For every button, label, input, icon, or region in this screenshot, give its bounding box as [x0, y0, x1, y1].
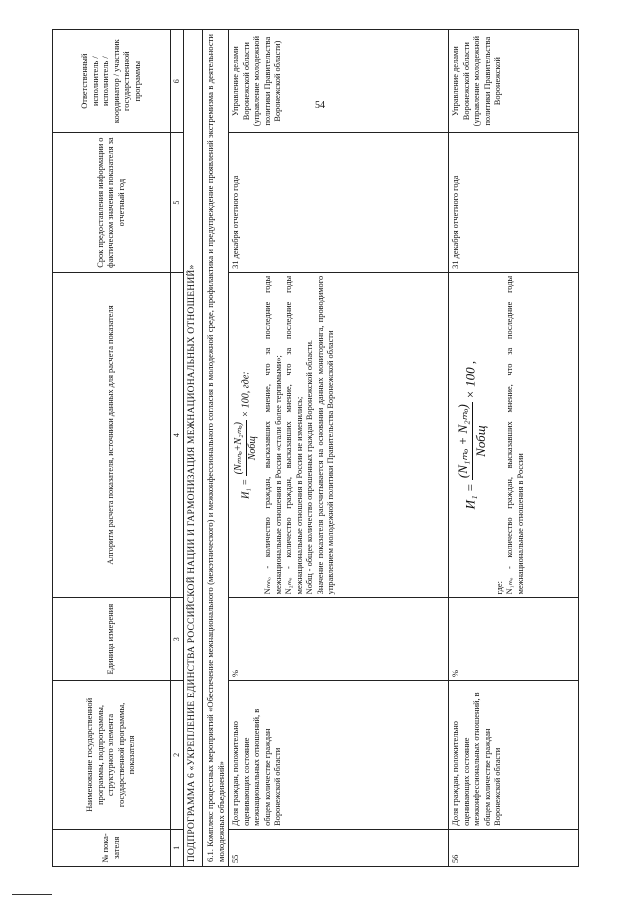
- algorithm-line: Значение показателя рассчитывается на основании данных мониторинга, проводимого управлением молодежной политики Правительства Воронежской области: [315, 275, 336, 595]
- header-col-deadline: Срок предоставления информации о фактическом значении показателя за отчетный год: [53, 133, 171, 273]
- formula-rhs: × 100 ,: [463, 360, 479, 399]
- column-number: 3: [171, 598, 184, 681]
- algorithm-line: Nₘₙₒ - количество граждан, высказавших мнение, что за последние годы межнациональные отношения в России «стали более терпимыми»;: [263, 275, 283, 595]
- table-row: [449, 30, 579, 867]
- column-number: 6: [171, 30, 184, 133]
- formula-fraction: [455, 402, 489, 480]
- indicator-name: Доля граждан, положительно оценивающих состояние межконфессиональных отношений, в общем количестве граждан Воронежской области: [449, 681, 579, 830]
- algorithm-line: Nобщ - общее количество опрошенных граждан Воронежской области.: [305, 339, 315, 595]
- indicator-number: 55: [229, 829, 449, 866]
- indicator-responsible: Управление делами Воронежской области (управление молодежной политики Правительства Воронежской области): [229, 30, 449, 133]
- indicator-algorithm: [449, 272, 579, 598]
- formula-numerator: (N₁ₘₒ + N₂ₘₒ): [455, 402, 472, 480]
- formula: [233, 276, 259, 595]
- table-row: [229, 30, 449, 867]
- formula-rhs: × 100, где:: [240, 371, 252, 418]
- indicator-deadline: 31 декабря отчетного года: [229, 133, 449, 273]
- formula-denominator: Nобщ: [246, 436, 258, 461]
- subprogram-row: [184, 30, 203, 867]
- column-number-row: [171, 30, 184, 867]
- section-title: 6.1. Комплекс процессных мероприятий «Обеспечение межнационального (межэтнического) и межконфессионального согласия в молодежной среде, профилактика и предупреждение проявлений экстремизма в деятельности молодежных объединений»: [202, 30, 228, 867]
- section-row: [202, 30, 228, 867]
- formula: [455, 276, 489, 595]
- indicator-deadline: 31 декабря отчетного года: [449, 133, 579, 273]
- table-header-row: [53, 30, 171, 867]
- algorithm-line: где:: [494, 581, 504, 595]
- indicator-name: Доля граждан, положительно оценивающих состояние межнациональных отношений, в общем количестве граждан Воронежской области: [229, 681, 449, 830]
- column-number: 1: [171, 829, 184, 866]
- header-col-unit: Единица измерения: [53, 598, 171, 681]
- formula-denominator: Nобщ: [472, 425, 488, 457]
- column-number: 5: [171, 133, 184, 273]
- indicator-responsible: Управление делами Воронежской области (управление молодежной политики Правительства Воронежской: [449, 30, 579, 133]
- footnote-divider: [12, 894, 52, 895]
- rotated-table-container: [52, 29, 627, 867]
- indicator-unit: %: [229, 598, 449, 681]
- formula-lhs: И₁ =: [240, 476, 252, 499]
- algorithm-line: N₂ₘₒ - количество граждан, высказавших мнение, что за последние годы межнациональные отношения в России не изменились;: [284, 275, 304, 595]
- column-number: 4: [171, 272, 184, 598]
- page-number: 54: [315, 100, 325, 111]
- indicator-number: 56: [449, 829, 579, 866]
- indicator-unit: %: [449, 598, 579, 681]
- subprogram-title: ПОДПРОГРАММА 6 «УКРЕПЛЕНИЕ ЕДИНСТВА РОССИЙСКОЙ НАЦИИ И ГАРМОНИЗАЦИЯ МЕЖНАЦИОНАЛЬНЫХ ОТНОШЕНИЙ»: [184, 30, 203, 867]
- header-col-responsible: Ответственный исполнитель / исполнитель / координатор / участник государственной программы: [53, 30, 171, 133]
- header-col-number: № пока-зателя: [53, 829, 171, 866]
- formula-fraction: [233, 420, 259, 476]
- column-number: 2: [171, 681, 184, 830]
- header-col-name: Наименование государственной программы, подпрограммы, структурного элемента государственной программы, показателя: [53, 681, 171, 830]
- header-col-algorithm: Алгоритм расчета показателя, источники данных для расчета показателя: [53, 272, 171, 598]
- formula-numerator: (Nₘₙₒ+N₂ₘₒ): [233, 420, 247, 476]
- indicators-table: [52, 29, 579, 867]
- algorithm-line: N₁ₘₒ - количество граждан, высказавших мнение, что за последние годы межнациональные отношения в России: [505, 275, 525, 595]
- indicator-algorithm: [229, 272, 449, 598]
- formula-lhs: И₁ =: [463, 480, 479, 510]
